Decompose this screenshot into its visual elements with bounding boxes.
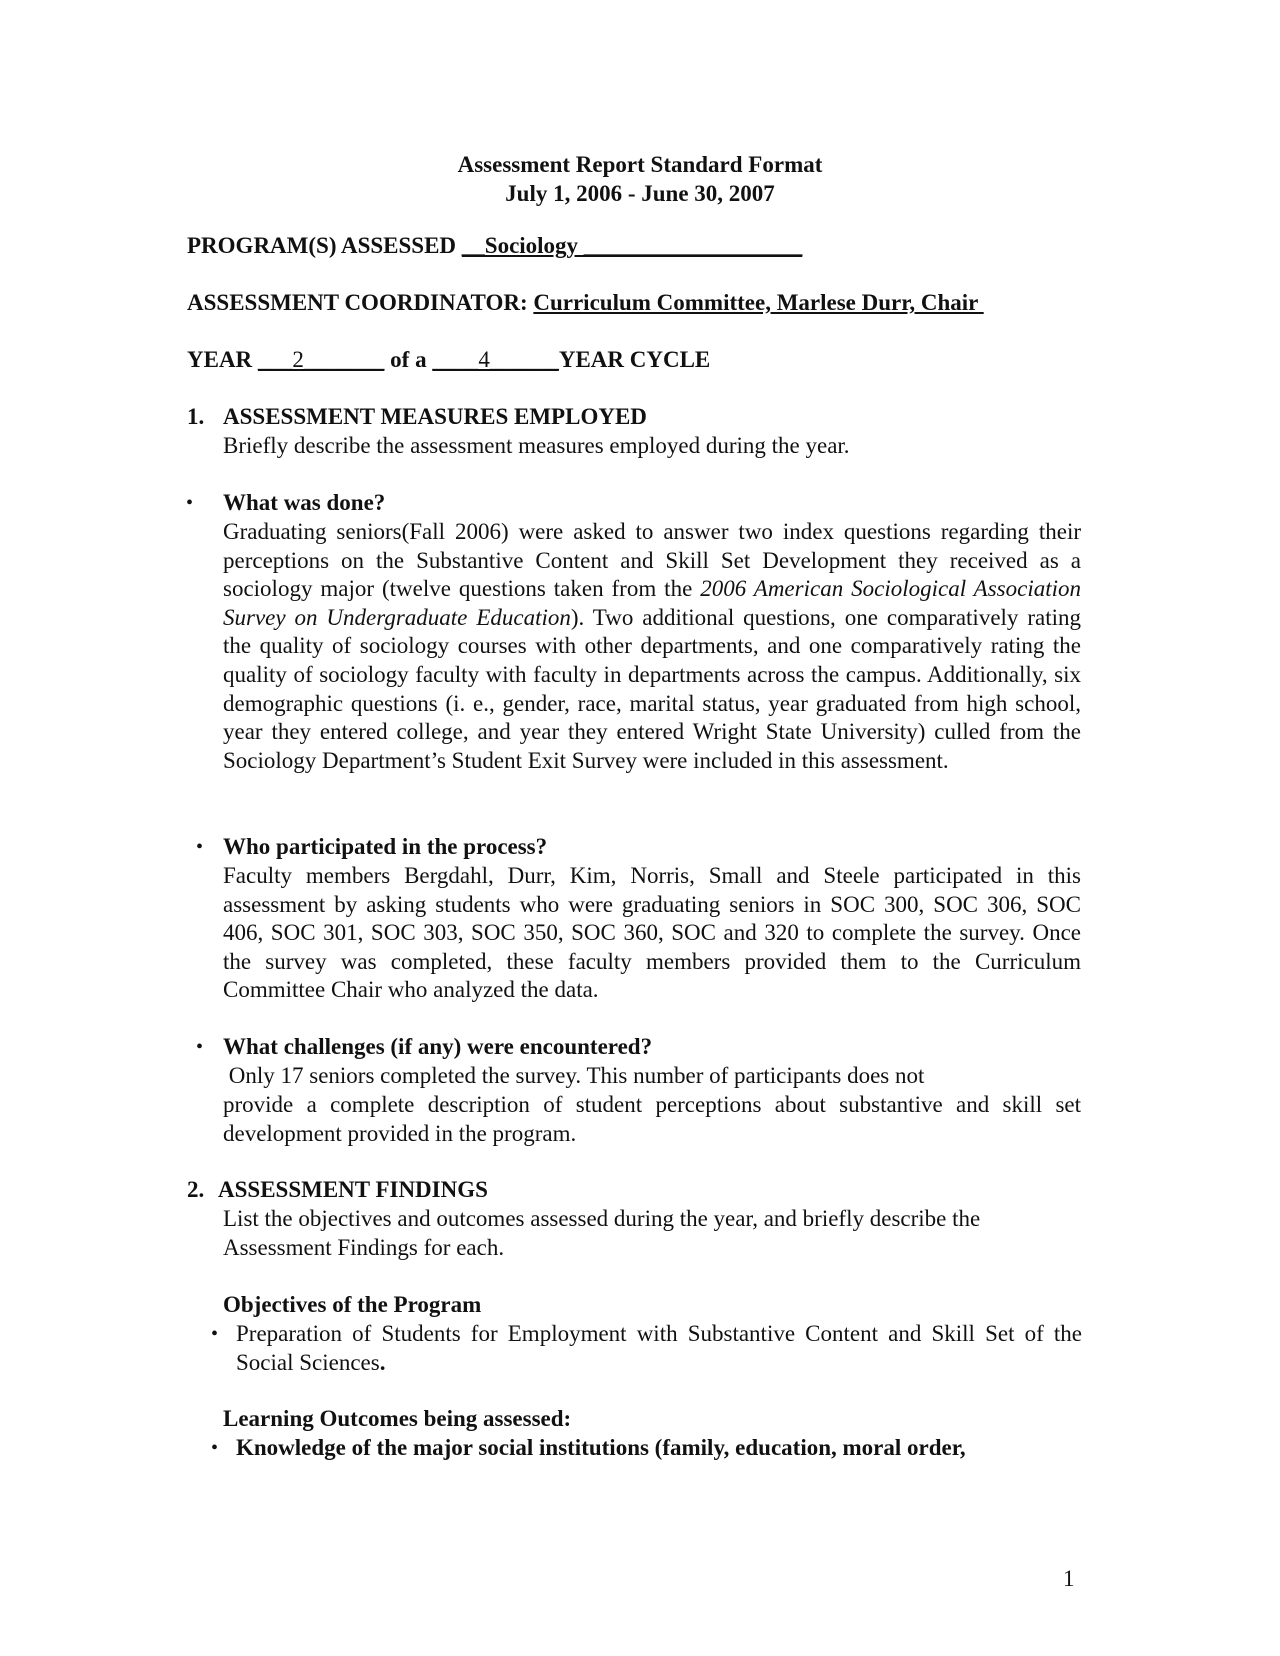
objective-text: Preparation of Students for Employment with Substantive Content and Skill Set of the Social Sciences <box>236 1321 1082 1375</box>
program-value: __Sociology ___________________ <box>461 233 803 258</box>
bullet-icon: • <box>186 492 194 514</box>
objective-period: . <box>379 1349 386 1375</box>
q1-text-b: ). Two additional questions, one comparatively rating the quality of sociology courses with other departments, and one comparatively rating the quality of sociology faculty with faculty in departments across the campus. Additionally, six demographic questions (i. e., gender, race, marital status, year graduated from high school, year they entered college, and year they entered Wright State University) culled from the Sociology Department’s Student Exit Survey were included in this assessment. <box>223 604 1081 773</box>
year-value: ___2_______ <box>257 347 385 372</box>
bullet-icon: • <box>211 1323 219 1345</box>
year-cycle-line <box>187 346 710 375</box>
q3-text-line1: Only 17 seniors completed the survey. This number of participants does not <box>223 1063 925 1088</box>
coordinator-label: ASSESSMENT COORDINATOR: <box>187 290 534 315</box>
q3-text-rest: provide a complete description of student perceptions about substantive and skill set development provided in the program. <box>223 1092 1081 1146</box>
section-1-title: ASSESSMENT MEASURES EMPLOYED <box>223 404 647 429</box>
section-2-intro-line1: List the objectives and outcomes assessed during the year, and briefly describe the <box>223 1206 981 1231</box>
program-label: PROGRAM(S) ASSESSED <box>187 233 462 258</box>
section-2-number: 2. <box>187 1177 205 1202</box>
q2-heading: Who participated in the process? <box>223 834 548 859</box>
bullet-icon: • <box>196 1036 204 1058</box>
q1-survey-title: 2006 American Sociological Association Survey on Undergraduate Education <box>223 576 1081 630</box>
program-assessed-line <box>187 232 802 261</box>
page-number: 1 <box>1063 1566 1075 1591</box>
q1-paragraph <box>223 518 1081 775</box>
coordinator-value: Curriculum Committee, Marlese Durr, Chair <box>533 290 984 315</box>
q1-text-a: Graduating seniors(Fall 2006) were asked to answer two index questions regarding their perceptions on the Substantive Content and Skill Set Development they received as a sociology major (twelve questions taken from the <box>223 519 1081 602</box>
bullet-icon: • <box>196 836 204 858</box>
q1-heading: What was done? <box>223 490 386 515</box>
section-1-number: 1. <box>187 404 205 429</box>
year-mid-label: of a <box>384 347 433 372</box>
q3-heading: What challenges (if any) were encountered? <box>223 1034 653 1059</box>
bullet-icon: • <box>211 1437 219 1459</box>
objective-item <box>236 1320 1082 1377</box>
year-label: YEAR <box>187 347 258 372</box>
cycle-label: YEAR CYCLE <box>558 347 711 372</box>
cycle-value: ____4______ <box>432 347 559 372</box>
document-title-block <box>0 151 1280 208</box>
section-2-intro-line2: Assessment Findings for each. <box>223 1235 505 1260</box>
section-1-intro: Briefly describe the assessment measures employed during the year. <box>223 433 850 458</box>
document-date-range: July 1, 2006 - June 30, 2007 <box>505 180 775 206</box>
objectives-heading: Objectives of the Program <box>223 1292 482 1317</box>
document-title: Assessment Report Standard Format <box>457 152 823 177</box>
coordinator-line <box>187 289 984 318</box>
outcome-item: Knowledge of the major social institutions (family, education, moral order, <box>236 1435 966 1460</box>
q2-paragraph: Faculty members Bergdahl, Durr, Kim, Norris, Small and Steele participated in this assessment by asking students who were graduating seniors in SOC 300, SOC 306, SOC 406, SOC 301, SOC 303, SOC 350, SOC 360, SOC and 320 to complete the survey. Once the survey was completed, these faculty members provided them to the Curriculum Committee Chair who analyzed the data. <box>223 863 1081 1003</box>
section-2-title: ASSESSMENT FINDINGS <box>218 1177 488 1202</box>
outcomes-heading: Learning Outcomes being assessed: <box>223 1406 572 1431</box>
